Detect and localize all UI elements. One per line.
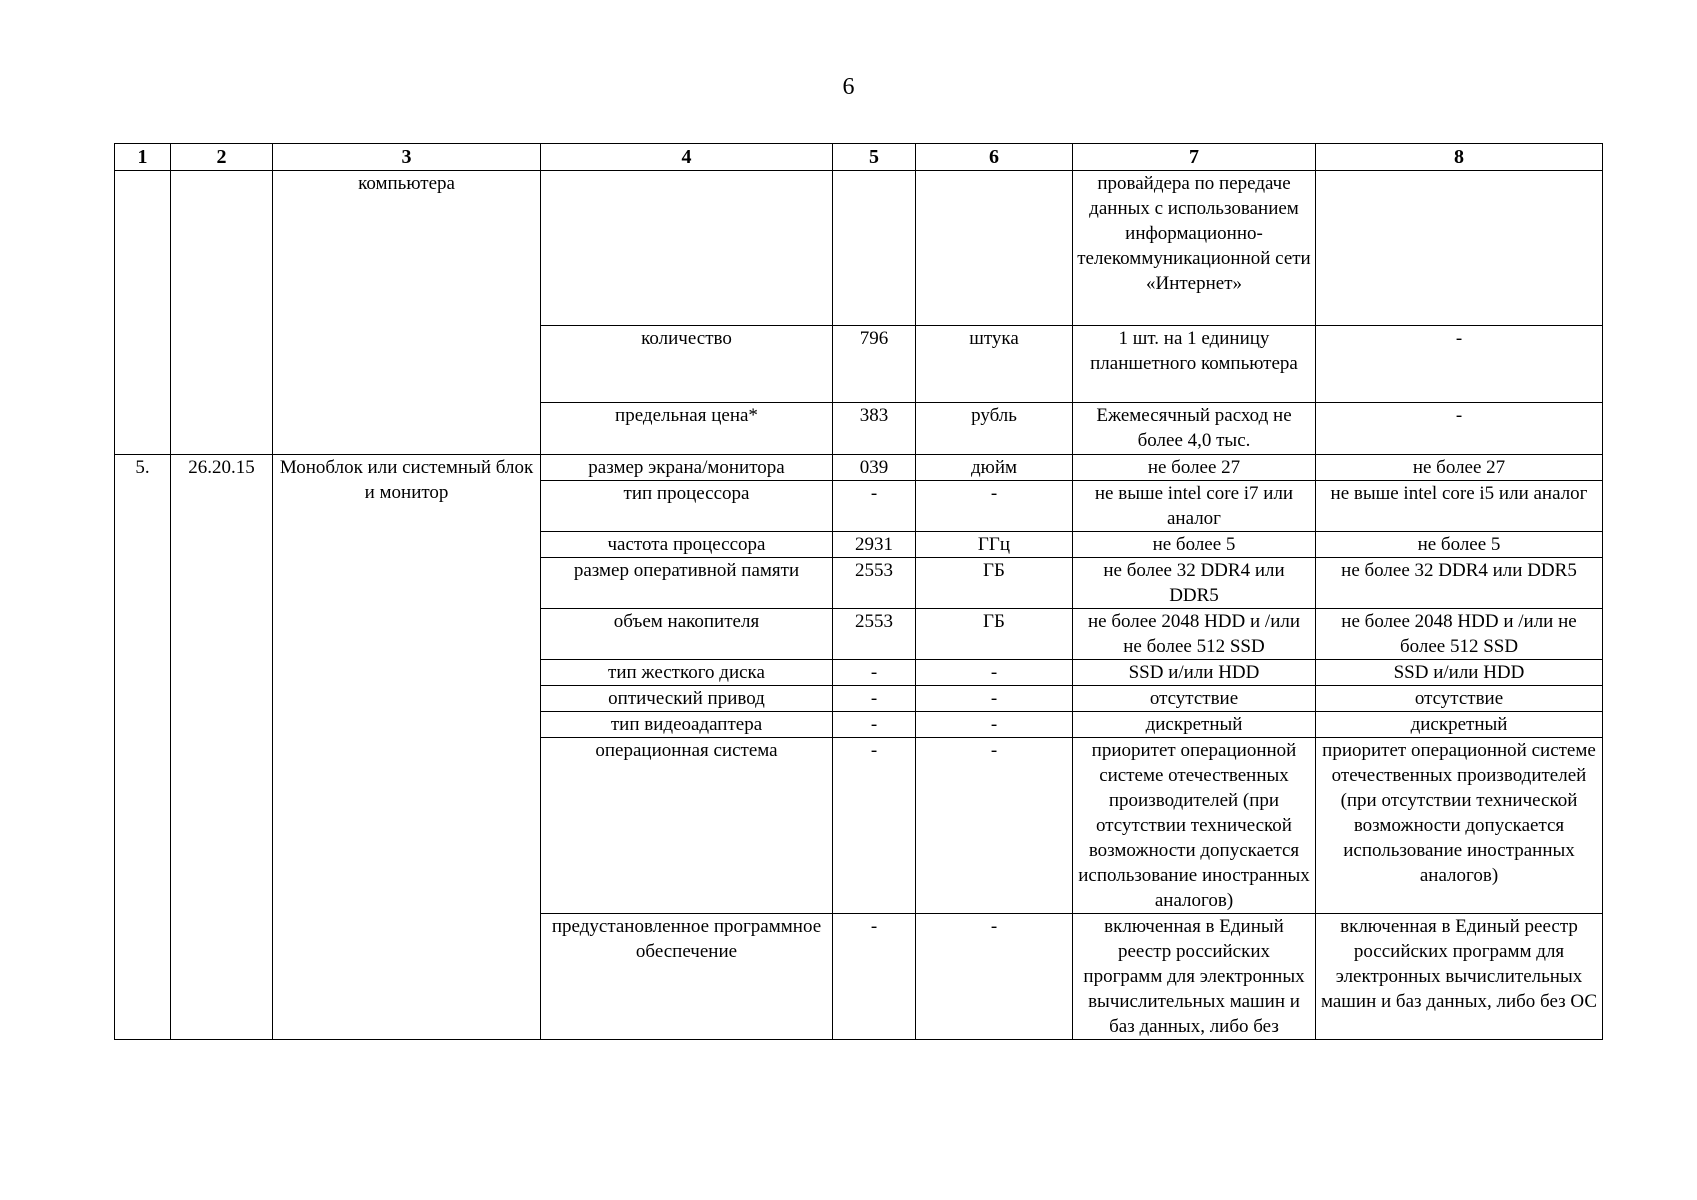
column-header: 4 bbox=[541, 144, 833, 171]
value-cell-col8: SSD и/или HDD bbox=[1316, 660, 1603, 686]
unit-code-cell: 796 bbox=[833, 326, 916, 403]
value-cell-col7: не выше intel core i7 или аналог bbox=[1073, 481, 1316, 532]
column-header: 6 bbox=[916, 144, 1073, 171]
unit-code-cell bbox=[833, 171, 916, 326]
value-cell-col7: не более 32 DDR4 или DDR5 bbox=[1073, 558, 1316, 609]
characteristic-cell: частота процессора bbox=[541, 532, 833, 558]
characteristic-cell: тип видеоадаптера bbox=[541, 712, 833, 738]
value-cell-col8: не более 27 bbox=[1316, 455, 1603, 481]
characteristic-cell: предустановленное программное обеспечение bbox=[541, 914, 833, 1040]
value-cell-col7: провайдера по передаче данных с использованием информационно-телекоммуникационной сети «Интернет» bbox=[1073, 171, 1316, 326]
value-cell-col7: дискретный bbox=[1073, 712, 1316, 738]
value-cell-col7: SSD и/или HDD bbox=[1073, 660, 1316, 686]
unit-code-cell: - bbox=[833, 712, 916, 738]
value-cell-col7: отсутствие bbox=[1073, 686, 1316, 712]
column-header: 2 bbox=[171, 144, 273, 171]
item-number-cell bbox=[115, 171, 171, 455]
value-cell-col8: не более 5 bbox=[1316, 532, 1603, 558]
characteristic-cell: размер оперативной памяти bbox=[541, 558, 833, 609]
item-name-cell: компьютера bbox=[273, 171, 541, 455]
unit-code-cell: 383 bbox=[833, 403, 916, 455]
characteristic-cell: тип жесткого диска bbox=[541, 660, 833, 686]
value-cell-col7: не более 27 bbox=[1073, 455, 1316, 481]
item-number-cell: 5. bbox=[115, 455, 171, 1040]
unit-code-cell: - bbox=[833, 738, 916, 914]
value-cell-col8: - bbox=[1316, 326, 1603, 403]
value-cell-col7: не более 5 bbox=[1073, 532, 1316, 558]
okpd-code-cell: 26.20.15 bbox=[171, 455, 273, 1040]
value-cell-col8: - bbox=[1316, 403, 1603, 455]
unit-name-cell: ГГц bbox=[916, 532, 1073, 558]
characteristic-cell: оптический привод bbox=[541, 686, 833, 712]
table-row bbox=[115, 171, 1603, 326]
value-cell-col8: приоритет операционной системе отечественных производителей (при отсутствии технической возможности допускается использование иностранных аналогов) bbox=[1316, 738, 1603, 914]
value-cell-col7: включенная в Единый реестр российских программ для электронных вычислительных машин и баз данных, либо без bbox=[1073, 914, 1316, 1040]
unit-code-cell: - bbox=[833, 686, 916, 712]
characteristic-cell: размер экрана/монитора bbox=[541, 455, 833, 481]
value-cell-col8: включенная в Единый реестр российских программ для электронных вычислительных машин и баз данных, либо без ОС bbox=[1316, 914, 1603, 1040]
okpd-code-cell bbox=[171, 171, 273, 455]
value-cell-col8: отсутствие bbox=[1316, 686, 1603, 712]
unit-name-cell: - bbox=[916, 660, 1073, 686]
value-cell-col8: не более 2048 HDD и /или не более 512 SSD bbox=[1316, 609, 1603, 660]
value-cell-col8 bbox=[1316, 171, 1603, 326]
unit-code-cell: 2553 bbox=[833, 609, 916, 660]
unit-name-cell: ГБ bbox=[916, 609, 1073, 660]
unit-name-cell: дюйм bbox=[916, 455, 1073, 481]
unit-name-cell: - bbox=[916, 481, 1073, 532]
unit-code-cell: - bbox=[833, 660, 916, 686]
unit-name-cell bbox=[916, 171, 1073, 326]
unit-name-cell: - bbox=[916, 738, 1073, 914]
unit-name-cell: - bbox=[916, 686, 1073, 712]
unit-name-cell: - bbox=[916, 914, 1073, 1040]
unit-name-cell: штука bbox=[916, 326, 1073, 403]
item-name-cell: Моноблок или системный блок и монитор bbox=[273, 455, 541, 1040]
unit-code-cell: 2553 bbox=[833, 558, 916, 609]
characteristic-cell: операционная система bbox=[541, 738, 833, 914]
column-header-row bbox=[115, 144, 1603, 171]
value-cell-col8: дискретный bbox=[1316, 712, 1603, 738]
column-header: 1 bbox=[115, 144, 171, 171]
value-cell-col7: приоритет операционной системе отечественных производителей (при отсутствии технической возможности допускается использование иностранных аналогов) bbox=[1073, 738, 1316, 914]
characteristic-cell: количество bbox=[541, 326, 833, 403]
unit-name-cell: - bbox=[916, 712, 1073, 738]
page-number: 6 bbox=[842, 74, 855, 100]
characteristic-cell: тип процессора bbox=[541, 481, 833, 532]
value-cell-col7: не более 2048 HDD и /или не более 512 SSD bbox=[1073, 609, 1316, 660]
value-cell-col7: 1 шт. на 1 единицу планшетного компьютера bbox=[1073, 326, 1316, 403]
value-cell-col8: не выше intel core i5 или аналог bbox=[1316, 481, 1603, 532]
column-header: 3 bbox=[273, 144, 541, 171]
characteristic-cell: предельная цена* bbox=[541, 403, 833, 455]
unit-code-cell: 039 bbox=[833, 455, 916, 481]
value-cell-col8: не более 32 DDR4 или DDR5 bbox=[1316, 558, 1603, 609]
unit-code-cell: 2931 bbox=[833, 532, 916, 558]
characteristic-cell bbox=[541, 171, 833, 326]
characteristic-cell: объем накопителя bbox=[541, 609, 833, 660]
spec-table bbox=[114, 143, 1603, 1040]
table-row bbox=[115, 455, 1603, 481]
unit-code-cell: - bbox=[833, 481, 916, 532]
unit-code-cell: - bbox=[833, 914, 916, 1040]
value-cell-col7: Ежемесячный расход не более 4,0 тыс. bbox=[1073, 403, 1316, 455]
unit-name-cell: ГБ bbox=[916, 558, 1073, 609]
unit-name-cell: рубль bbox=[916, 403, 1073, 455]
column-header: 5 bbox=[833, 144, 916, 171]
column-header: 8 bbox=[1316, 144, 1603, 171]
column-header: 7 bbox=[1073, 144, 1316, 171]
